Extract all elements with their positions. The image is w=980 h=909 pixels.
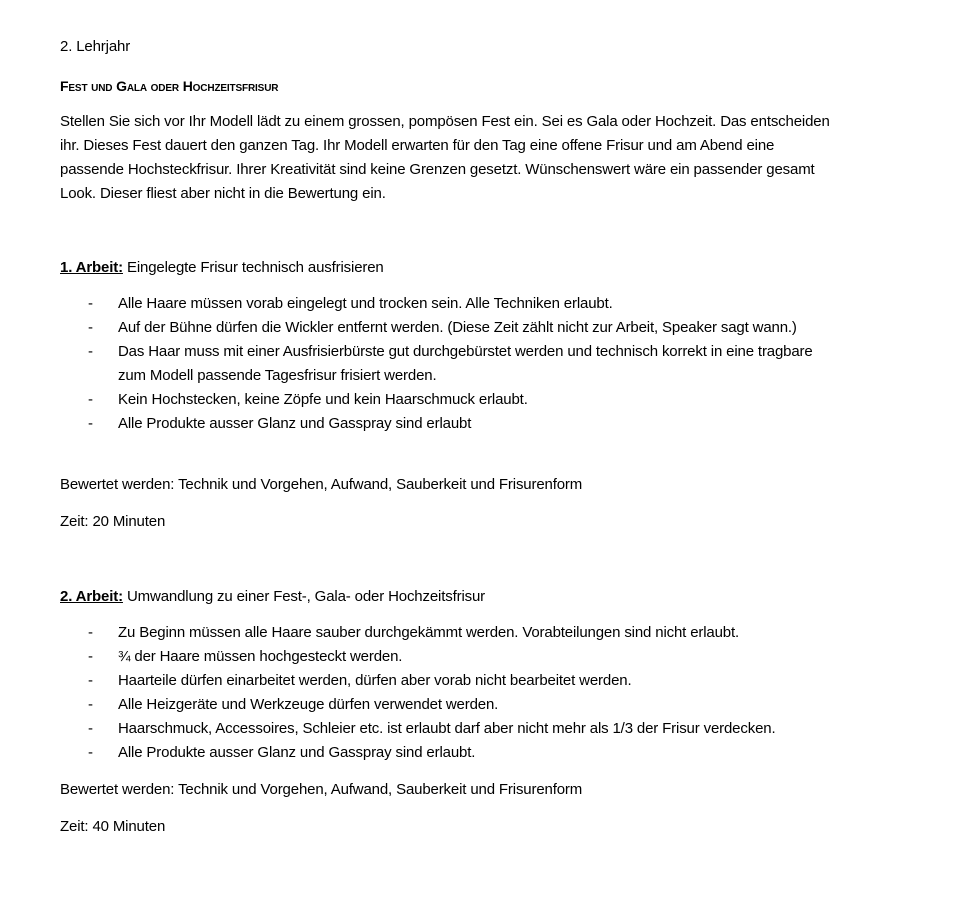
intro-line: ihr. Dieses Fest dauert den ganzen Tag. Ihr Modell erwarten für den Tag eine offene Frisur und am Abend eine xyxy=(60,137,775,154)
list-item: Kein Hochstecken, keine Zöpfe und kein Haarschmuck erlaubt. xyxy=(118,391,528,408)
task1-heading xyxy=(60,258,384,278)
bullet-dash: - xyxy=(88,391,93,408)
bullet-dash: - xyxy=(88,624,93,641)
list-item: Alle Heizgeräte und Werkzeuge dürfen verwendet werden. xyxy=(118,696,499,713)
intro-line: Stellen Sie sich vor Ihr Modell lädt zu einem grossen, pompösen Fest ein. Sei es Gala oder Hochzeit. Das entscheiden xyxy=(60,113,830,130)
bullet-dash: - xyxy=(88,744,93,761)
list-item: Alle Haare müssen vorab eingelegt und trocken sein. Alle Techniken erlaubt. xyxy=(118,295,613,312)
list-item: Auf der Bühne dürfen die Wickler entfernt werden. (Diese Zeit zählt nicht zur Arbeit, Speaker sagt wann.) xyxy=(118,319,797,336)
list-item: Das Haar muss mit einer Ausfrisierbürste gut durchgebürstet werden und technisch korrekt in eine tragbare xyxy=(118,343,813,360)
bullet-dash: - xyxy=(88,295,93,312)
list-item: ¾ der Haare müssen hochgesteckt werden. xyxy=(118,648,403,665)
task2-title: Umwandlung zu einer Fest-, Gala- oder Hochzeitsfrisur xyxy=(122,588,486,605)
task1-title: Eingelegte Frisur technisch ausfrisieren xyxy=(122,259,384,276)
bullet-dash: - xyxy=(88,696,93,713)
bullet-dash: - xyxy=(88,415,93,432)
intro-line: Look. Dieser fliest aber nicht in die Bewertung ein. xyxy=(60,185,386,202)
list-item-continued: zum Modell passende Tagesfrisur frisiert werden. xyxy=(118,367,437,384)
task1-time: Zeit: 20 Minuten xyxy=(60,513,166,530)
year-label: 2. Lehrjahr xyxy=(60,38,131,55)
bullet-dash: - xyxy=(88,343,93,360)
list-item: Alle Produkte ausser Glanz und Gasspray sind erlaubt. xyxy=(118,744,476,761)
bullet-dash: - xyxy=(88,672,93,689)
document-title: Fest und Gala oder Hochzeitsfrisur xyxy=(60,78,279,94)
task2-rating: Bewertet werden: Technik und Vorgehen, Aufwand, Sauberkeit und Frisurenform xyxy=(60,781,583,798)
task2-time: Zeit: 40 Minuten xyxy=(60,818,166,835)
list-item: Alle Produkte ausser Glanz und Gasspray sind erlaubt xyxy=(118,415,472,432)
list-item: Haarschmuck, Accessoires, Schleier etc. ist erlaubt darf aber nicht mehr als 1/3 der Frisur verdecken. xyxy=(118,720,776,737)
intro-line: passende Hochsteckfrisur. Ihrer Kreativität sind keine Grenzen gesetzt. Wünschenswert wäre ein passender gesamt xyxy=(60,161,815,178)
list-item: Zu Beginn müssen alle Haare sauber durchgekämmt werden. Vorabteilungen sind nicht erlaubt. xyxy=(118,624,740,641)
task2-heading xyxy=(60,587,485,607)
task1-rating: Bewertet werden: Technik und Vorgehen, Aufwand, Sauberkeit und Frisurenform xyxy=(60,476,583,493)
task2-label: 2. Arbeit: xyxy=(60,588,123,605)
bullet-dash: - xyxy=(88,648,93,665)
bullet-dash: - xyxy=(88,720,93,737)
task1-label: 1. Arbeit: xyxy=(60,259,123,276)
bullet-dash: - xyxy=(88,319,93,336)
list-item: Haarteile dürfen einarbeitet werden, dürfen aber vorab nicht bearbeitet werden. xyxy=(118,672,632,689)
